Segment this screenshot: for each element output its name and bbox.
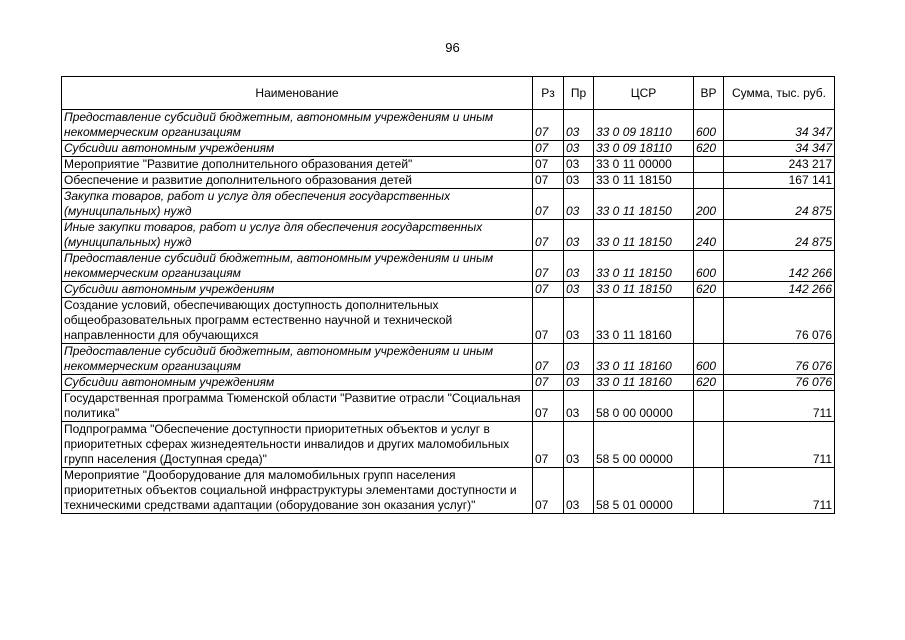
row-rz-cell: 07 [533, 220, 564, 251]
row-csr-cell: 33 0 11 18150 [594, 251, 694, 282]
budget-table [61, 76, 835, 514]
row-sum-cell: 34 347 [724, 141, 835, 157]
row-vr-cell: 200 [694, 189, 724, 220]
row-name-cell: Иные закупки товаров, работ и услуг для обеспечения государственных (муниципальных) нужд [62, 220, 533, 251]
row-pr-cell: 03 [564, 110, 594, 141]
row-csr-cell: 33 0 11 18150 [594, 282, 694, 298]
row-sum-cell: 142 266 [724, 251, 835, 282]
row-pr-cell: 03 [564, 141, 594, 157]
row-csr-cell: 33 0 11 18150 [594, 173, 694, 189]
row-csr-cell: 33 0 09 18110 [594, 110, 694, 141]
row-rz-cell: 07 [533, 157, 564, 173]
row-name-cell: Предоставление субсидий бюджетным, автономным учреждениям и иным некоммерческим организациям [62, 110, 533, 141]
row-pr-cell: 03 [564, 375, 594, 391]
row-csr-cell: 33 0 11 18150 [594, 220, 694, 251]
row-name-cell: Субсидии автономным учреждениям [62, 375, 533, 391]
row-pr-cell: 03 [564, 251, 594, 282]
row-vr-cell: 620 [694, 282, 724, 298]
row-vr-cell: 620 [694, 375, 724, 391]
row-vr-cell: 620 [694, 141, 724, 157]
row-rz-cell: 07 [533, 468, 564, 514]
row-csr-cell: 33 0 09 18110 [594, 141, 694, 157]
table-row [62, 220, 835, 251]
row-vr-cell: 600 [694, 110, 724, 141]
row-rz-cell: 07 [533, 282, 564, 298]
row-sum-cell: 76 076 [724, 298, 835, 344]
row-vr-cell [694, 173, 724, 189]
row-sum-cell: 76 076 [724, 375, 835, 391]
row-sum-cell: 142 266 [724, 282, 835, 298]
row-name-cell: Обеспечение и развитие дополнительного образования детей [62, 173, 533, 189]
table-row [62, 282, 835, 298]
row-csr-cell: 33 0 11 18150 [594, 189, 694, 220]
table-row [62, 422, 835, 468]
table-row [62, 344, 835, 375]
row-vr-cell: 240 [694, 220, 724, 251]
row-csr-cell: 33 0 11 18160 [594, 298, 694, 344]
table-row [62, 173, 835, 189]
row-name-cell: Предоставление субсидий бюджетным, автономным учреждениям и иным некоммерческим организациям [62, 344, 533, 375]
row-name-cell: Подпрограмма "Обеспечение доступности приоритетных объектов и услуг в приоритетных сферах жизнедеятельности инвалидов и других маломобильных групп населения (Доступная среда)" [62, 422, 533, 468]
row-name-cell: Мероприятие "Дооборудование для маломобильных групп населения приоритетных объектов социальной инфраструктуры элементами доступности и техническими средствами адаптации (оборудование зон оказания услуг)" [62, 468, 533, 514]
header-pr: Пр [564, 77, 594, 110]
row-sum-cell: 24 875 [724, 189, 835, 220]
row-csr-cell: 33 0 11 18160 [594, 375, 694, 391]
header-name: Наименование [62, 77, 533, 110]
row-vr-cell: 600 [694, 344, 724, 375]
row-rz-cell: 07 [533, 391, 564, 422]
row-pr-cell: 03 [564, 173, 594, 189]
row-rz-cell: 07 [533, 110, 564, 141]
row-name-cell: Закупка товаров, работ и услуг для обеспечения государственных (муниципальных) нужд [62, 189, 533, 220]
table-row [62, 391, 835, 422]
row-name-cell: Создание условий, обеспечивающих доступность дополнительных общеобразовательных программ естественно научной и технической направленности для обучающихся [62, 298, 533, 344]
row-rz-cell: 07 [533, 141, 564, 157]
header-sum: Сумма, тыс. руб. [724, 77, 835, 110]
row-pr-cell: 03 [564, 468, 594, 514]
row-sum-cell: 167 141 [724, 173, 835, 189]
row-rz-cell: 07 [533, 189, 564, 220]
table-row [62, 157, 835, 173]
row-sum-cell: 243 217 [724, 157, 835, 173]
table-row [62, 110, 835, 141]
row-pr-cell: 03 [564, 220, 594, 251]
row-csr-cell: 33 0 11 00000 [594, 157, 694, 173]
row-vr-cell [694, 157, 724, 173]
row-vr-cell [694, 468, 724, 514]
row-rz-cell: 07 [533, 173, 564, 189]
row-name-cell: Мероприятие "Развитие дополнительного образования детей" [62, 157, 533, 173]
row-pr-cell: 03 [564, 189, 594, 220]
table-row [62, 141, 835, 157]
row-sum-cell: 711 [724, 391, 835, 422]
page-number: 96 [445, 40, 460, 55]
row-vr-cell [694, 298, 724, 344]
row-pr-cell: 03 [564, 282, 594, 298]
row-csr-cell: 58 5 00 00000 [594, 422, 694, 468]
header-vr: ВР [694, 77, 724, 110]
table-row [62, 468, 835, 514]
row-pr-cell: 03 [564, 298, 594, 344]
table-row [62, 251, 835, 282]
header-csr: ЦСР [594, 77, 694, 110]
row-name-cell: Государственная программа Тюменской области "Развитие отрасли "Социальная политика" [62, 391, 533, 422]
row-rz-cell: 07 [533, 251, 564, 282]
row-sum-cell: 711 [724, 468, 835, 514]
header-row [62, 77, 835, 110]
table-row [62, 298, 835, 344]
row-csr-cell: 58 0 00 00000 [594, 391, 694, 422]
row-rz-cell: 07 [533, 422, 564, 468]
row-name-cell: Субсидии автономным учреждениям [62, 141, 533, 157]
row-vr-cell [694, 422, 724, 468]
table-row [62, 189, 835, 220]
row-sum-cell: 711 [724, 422, 835, 468]
row-csr-cell: 58 5 01 00000 [594, 468, 694, 514]
row-pr-cell: 03 [564, 422, 594, 468]
row-sum-cell: 76 076 [724, 344, 835, 375]
row-vr-cell [694, 391, 724, 422]
row-name-cell: Субсидии автономным учреждениям [62, 282, 533, 298]
table-row [62, 375, 835, 391]
row-csr-cell: 33 0 11 18160 [594, 344, 694, 375]
row-sum-cell: 34 347 [724, 110, 835, 141]
row-sum-cell: 24 875 [724, 220, 835, 251]
row-rz-cell: 07 [533, 375, 564, 391]
row-pr-cell: 03 [564, 157, 594, 173]
table-body [62, 110, 835, 514]
row-name-cell: Предоставление субсидий бюджетным, автономным учреждениям и иным некоммерческим организациям [62, 251, 533, 282]
row-rz-cell: 07 [533, 344, 564, 375]
row-vr-cell: 600 [694, 251, 724, 282]
row-pr-cell: 03 [564, 391, 594, 422]
header-rz: Рз [533, 77, 564, 110]
row-pr-cell: 03 [564, 344, 594, 375]
row-rz-cell: 07 [533, 298, 564, 344]
